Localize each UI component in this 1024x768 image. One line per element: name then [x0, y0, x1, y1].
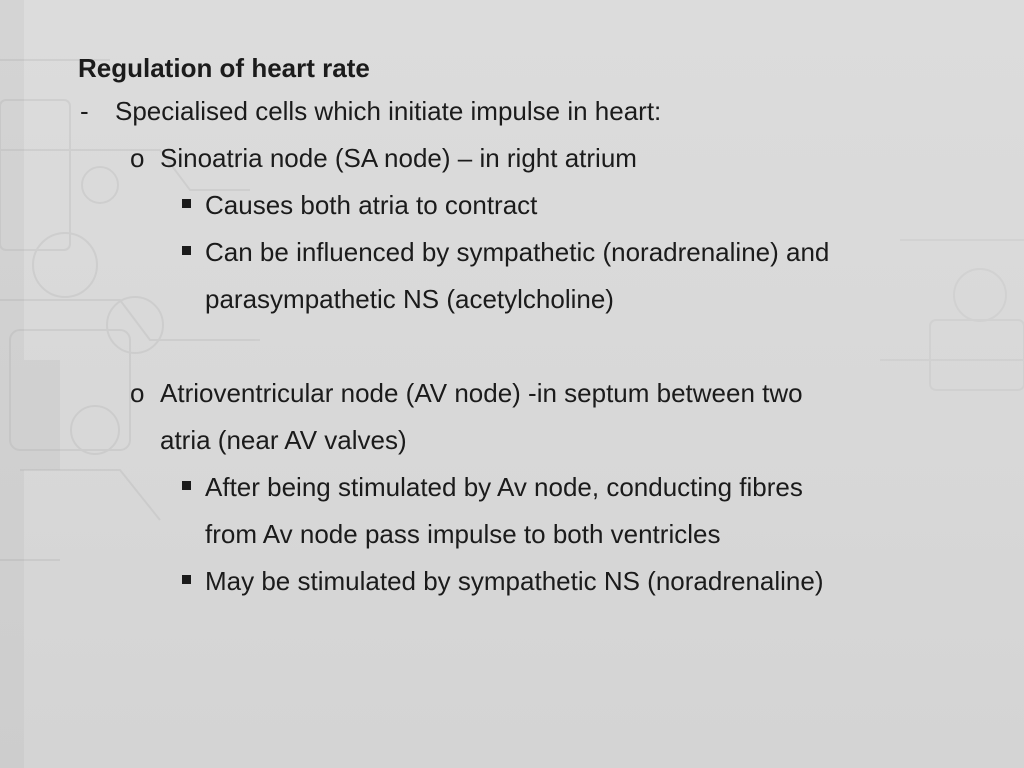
- sa-node-heading-text: Sinoatria node (SA node) – in right atrium: [160, 143, 637, 173]
- sa-node-heading: [78, 135, 978, 182]
- square-bullet-icon: [182, 199, 191, 208]
- av-node-heading-text: Atrioventricular node (AV node) -in septum between two: [160, 378, 803, 408]
- list-item: [78, 229, 978, 276]
- av-bullet-text: May be stimulated by sympathetic NS (noradrenaline): [205, 566, 824, 596]
- sa-bullet-text: parasympathetic NS (acetylcholine): [205, 284, 614, 314]
- square-bullet-icon: [182, 246, 191, 255]
- list-item: [78, 182, 978, 229]
- sa-bullet-text: Causes both atria to contract: [205, 190, 538, 220]
- intro-text: Specialised cells which initiate impulse in heart:: [115, 96, 662, 126]
- av-bullet-text: After being stimulated by Av node, conducting fibres: [205, 472, 803, 502]
- list-item-continuation: [78, 511, 978, 558]
- intro-line: [78, 88, 978, 135]
- spacer: [78, 323, 978, 370]
- slide-content: [78, 48, 978, 605]
- circle-bullet-icon: o: [130, 378, 145, 408]
- list-item: [78, 464, 978, 511]
- list-item-continuation: [78, 276, 978, 323]
- av-bullet-text: from Av node pass impulse to both ventricles: [205, 519, 721, 549]
- dash-marker: -: [80, 96, 89, 126]
- av-node-heading-text: atria (near AV valves): [160, 425, 407, 455]
- square-bullet-icon: [182, 481, 191, 490]
- av-node-heading-continuation: [78, 417, 978, 464]
- circle-bullet-icon: o: [130, 143, 145, 173]
- sa-bullet-text: Can be influenced by sympathetic (noradrenaline) and: [205, 237, 830, 267]
- square-bullet-icon: [182, 575, 191, 584]
- slide-title: Regulation of heart rate: [78, 53, 370, 83]
- list-item: [78, 558, 978, 605]
- av-node-heading: [78, 370, 978, 417]
